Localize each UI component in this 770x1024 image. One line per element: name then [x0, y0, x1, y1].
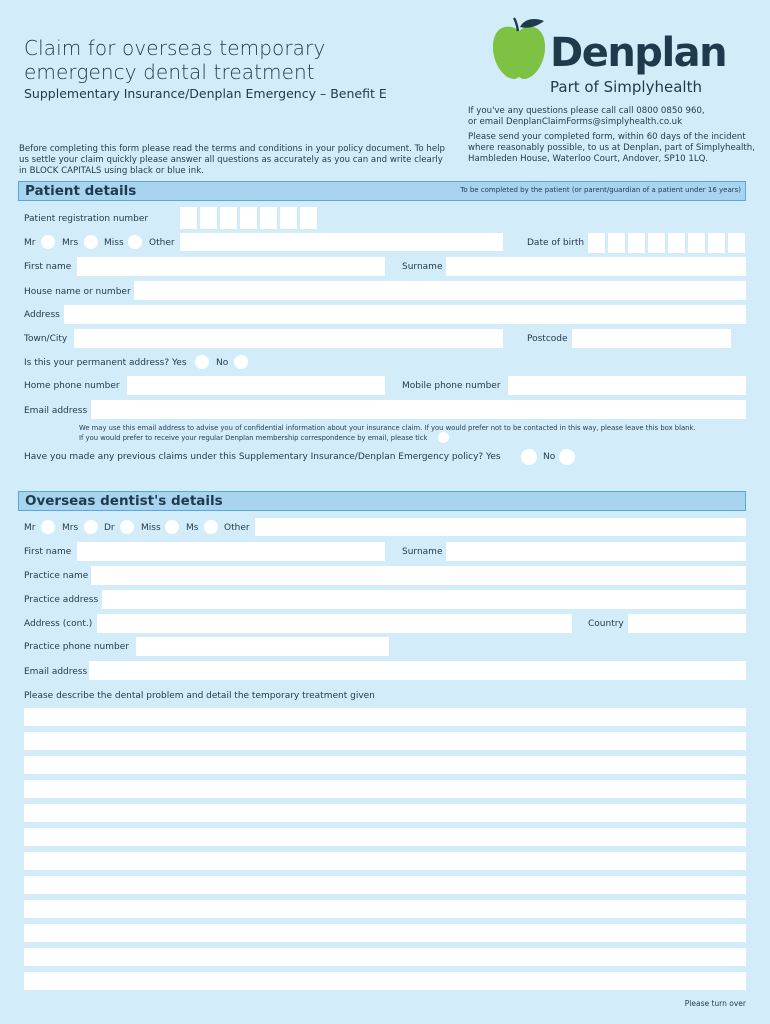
postcode-field[interactable]	[572, 329, 731, 348]
patient-details-header	[18, 181, 746, 201]
description-line[interactable]	[24, 828, 746, 846]
dentist-title-dr-radio[interactable]	[120, 520, 134, 534]
previous-claims-question: Have you made any previous claims under this Supplementary Insurance/Denplan Emergency policy? Yes	[24, 452, 501, 462]
dentist-details-title: Overseas dentist's details	[25, 493, 223, 509]
dob-digit[interactable]	[628, 233, 645, 253]
description-line[interactable]	[24, 852, 746, 870]
dob-digit[interactable]	[648, 233, 665, 253]
address-field[interactable]	[64, 305, 746, 324]
dentist-title-mrs-radio[interactable]	[84, 520, 98, 534]
registration-digit[interactable]	[200, 207, 217, 229]
describe-label: Please describe the dental problem and detail the temporary treatment given	[24, 691, 375, 701]
address-cont-label: Address (cont.)	[24, 619, 93, 629]
town-field[interactable]	[74, 329, 503, 348]
please-turn-over: Please turn over	[684, 999, 746, 1008]
description-line[interactable]	[24, 804, 746, 822]
registration-digit[interactable]	[260, 207, 277, 229]
postcode-label: Postcode	[527, 334, 568, 344]
surname-field[interactable]	[446, 257, 746, 276]
description-line[interactable]	[24, 732, 746, 750]
practice-address-label: Practice address	[24, 595, 99, 605]
town-label: Town/City	[24, 334, 68, 344]
country-field[interactable]	[628, 614, 746, 633]
registration-label: Patient registration number	[24, 214, 149, 224]
permanent-no-label: No	[216, 358, 229, 368]
previous-no-label: No	[543, 452, 556, 462]
description-line[interactable]	[24, 900, 746, 918]
registration-digit[interactable]	[300, 207, 317, 229]
title-other-label: Other	[149, 238, 175, 248]
dentist-title-miss-label: Miss	[141, 523, 161, 533]
dob-digit[interactable]	[668, 233, 685, 253]
intro-text: Before completing this form please read the terms and conditions in your policy document. To help us settle your claim quickly please answer all questions as accurately as you can and write clearly in BLOCK CAPITALS using black or blue ink.	[19, 144, 445, 176]
contact-info	[468, 106, 758, 165]
registration-digit[interactable]	[220, 207, 237, 229]
dentist-title-other-field[interactable]	[255, 518, 746, 536]
practice-phone-label: Practice phone number	[24, 642, 129, 652]
house-label: House name or number	[24, 287, 131, 297]
first-name-label: First name	[24, 262, 72, 272]
home-phone-label: Home phone number	[24, 381, 120, 391]
address-cont-field[interactable]	[97, 614, 572, 633]
practice-address-field[interactable]	[102, 590, 746, 609]
description-line[interactable]	[24, 876, 746, 894]
previous-no-radio[interactable]	[559, 449, 575, 465]
contact-send: Please send your completed form, within 60 days of the incident where reasonably possible, to us at Denplan, part of Simplyhealth, Hambleden House, Waterloo Court, Andover, SP10 1LQ.	[468, 132, 755, 164]
address-label: Address	[24, 310, 60, 320]
dentist-title-mr-label: Mr	[24, 523, 36, 533]
description-line[interactable]	[24, 708, 746, 726]
country-label: Country	[588, 619, 624, 629]
description-line[interactable]	[24, 972, 746, 990]
brand-tagline: Part of Simplyhealth	[550, 78, 702, 96]
permanent-address-question: Is this your permanent address? Yes	[24, 358, 187, 368]
dentist-first-name-field[interactable]	[77, 542, 385, 561]
description-line[interactable]	[24, 948, 746, 966]
mobile-phone-field[interactable]	[508, 376, 746, 395]
dob-digit[interactable]	[588, 233, 605, 253]
dentist-title-dr-label: Dr	[104, 523, 115, 533]
title-mrs-label: Mrs	[62, 238, 79, 248]
permanent-no-radio[interactable]	[234, 355, 248, 369]
dob-digit[interactable]	[708, 233, 725, 253]
dob-digit[interactable]	[688, 233, 705, 253]
dentist-title-miss-radio[interactable]	[165, 520, 179, 534]
dentist-email-field[interactable]	[89, 661, 746, 680]
dentist-title-other-label: Other	[224, 523, 250, 533]
dentist-title-mr-radio[interactable]	[41, 520, 55, 534]
first-name-field[interactable]	[77, 257, 385, 276]
mobile-phone-label: Mobile phone number	[402, 381, 501, 391]
registration-digit[interactable]	[180, 207, 197, 229]
dentist-surname-field[interactable]	[446, 542, 746, 561]
dentist-details-header	[18, 491, 746, 511]
dentist-first-name-label: First name	[24, 547, 72, 557]
form-title	[24, 36, 325, 84]
title-miss-radio[interactable]	[128, 235, 142, 249]
title-miss-label: Miss	[104, 238, 124, 248]
email-note-1: We may use this email address to advise you of confidential information about your insurance claim. If you would prefer not to be contacted in this way, please leave this box blank.	[79, 424, 696, 432]
patient-details-note: To be completed by the patient (or parent/guardian of a patient under 16 years)	[460, 186, 741, 194]
title-mr-radio[interactable]	[41, 235, 55, 249]
form-subtitle: Supplementary Insurance/Denplan Emergency – Benefit E	[24, 86, 387, 101]
dob-label: Date of birth	[527, 238, 585, 248]
dentist-title-ms-radio[interactable]	[204, 520, 218, 534]
email-note-2: If you would prefer to receive your regular Denplan membership correspondence by email, please tick	[79, 434, 428, 442]
practice-phone-field[interactable]	[136, 637, 389, 656]
registration-digit[interactable]	[280, 207, 297, 229]
description-line[interactable]	[24, 924, 746, 942]
description-line[interactable]	[24, 780, 746, 798]
registration-digit[interactable]	[240, 207, 257, 229]
email-label: Email address	[24, 406, 88, 416]
practice-name-field[interactable]	[91, 566, 746, 585]
dentist-title-mrs-label: Mrs	[62, 523, 79, 533]
title-line-2: emergency dental treatment	[24, 60, 315, 84]
email-field[interactable]	[91, 400, 746, 419]
dentist-title-ms-label: Ms	[186, 523, 199, 533]
practice-name-label: Practice name	[24, 571, 89, 581]
dob-digit[interactable]	[728, 233, 745, 253]
dentist-email-label: Email address	[24, 667, 88, 677]
home-phone-field[interactable]	[127, 376, 385, 395]
email-correspondence-tick[interactable]	[438, 432, 449, 443]
title-line-1: Claim for overseas temporary	[24, 36, 326, 60]
house-field[interactable]	[134, 281, 746, 300]
title-other-field[interactable]	[180, 233, 503, 251]
contact-line-2: or email DenplanClaimForms@simplyhealth.co.uk	[468, 117, 683, 127]
dob-digit[interactable]	[608, 233, 625, 253]
dentist-surname-label: Surname	[402, 547, 443, 557]
permanent-yes-radio[interactable]	[195, 355, 209, 369]
apple-logo-icon	[490, 15, 548, 81]
title-mr-label: Mr	[24, 238, 36, 248]
patient-details-title: Patient details	[25, 183, 137, 199]
surname-label: Surname	[402, 262, 443, 272]
contact-line-1: If you've any questions please call call 0800 0850 960,	[468, 106, 705, 116]
previous-yes-radio[interactable]	[521, 449, 537, 465]
title-mrs-radio[interactable]	[84, 235, 98, 249]
description-line[interactable]	[24, 756, 746, 774]
brand-name: Denplan	[550, 30, 727, 76]
